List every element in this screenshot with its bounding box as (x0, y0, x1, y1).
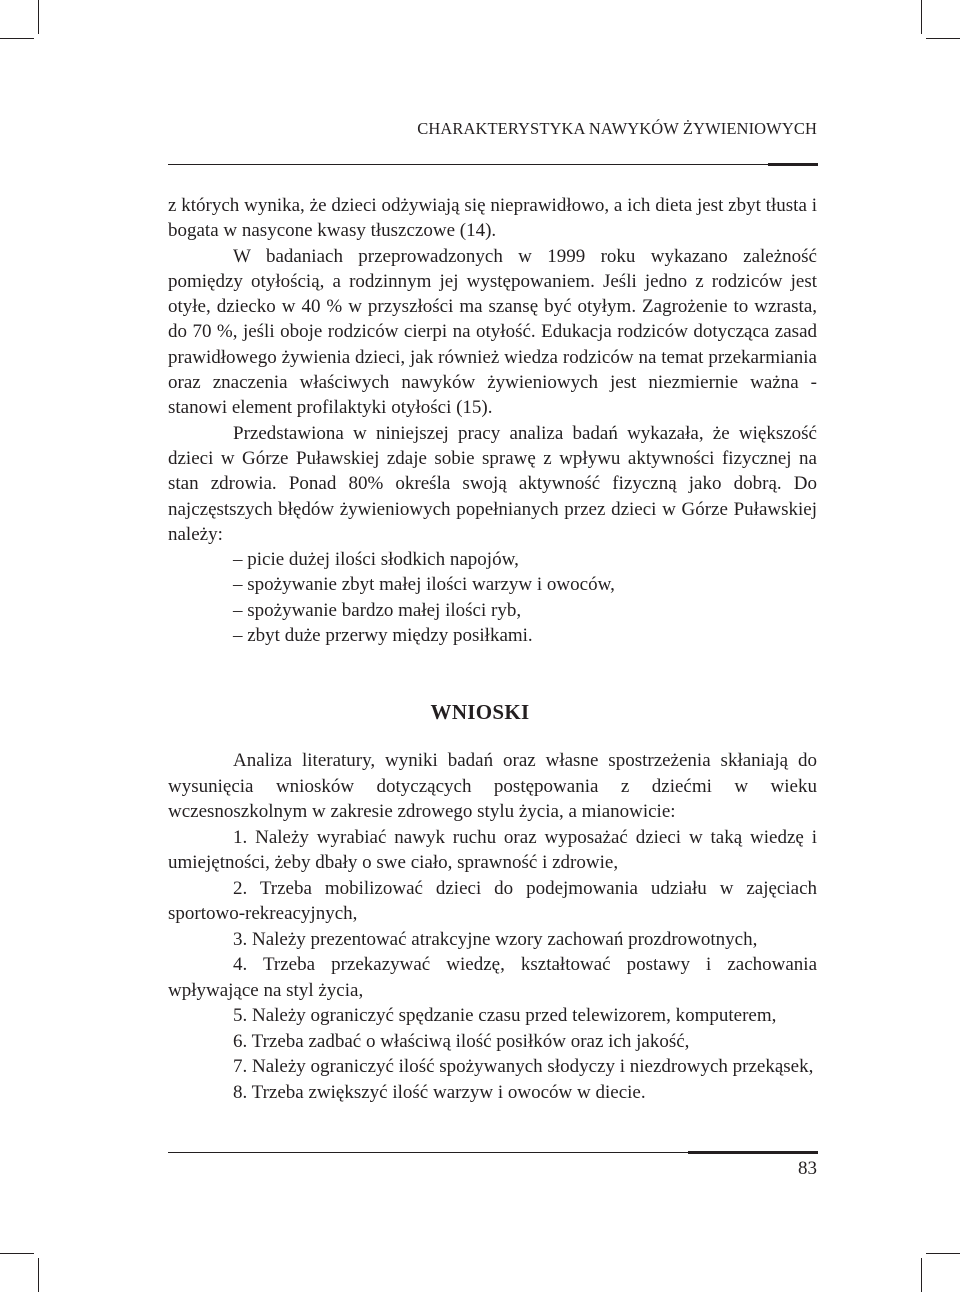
paragraph: Przedstawiona w niniejszej pracy analiza badań wykazała, że większość dzieci w Górze Puławskiej zdaje sobie sprawę z wpływu aktywności fizycznej na stan zdrowia. Ponad 80% określa swoją aktywność fizyczną jako dobrą. Do najczęstszych błędów żywieniowych popełnianych przez dzieci w Górze Puławskiej należy: (168, 422, 817, 545)
running-header: CHARAKTERYSTYKA NAWYKÓW ŻYWIENIOWYCH (417, 119, 817, 138)
conclusion-item: 3. Należy prezentować atrakcyjne wzory zachowań prozdrowotnych, (233, 928, 758, 950)
crop-mark (926, 1253, 960, 1254)
crop-mark (926, 38, 960, 39)
list-item: – spożywanie zbyt małej ilości warzyw i owoców, (233, 574, 615, 596)
section-title: WNIOSKI (430, 700, 530, 724)
header-rule-accent (768, 163, 818, 166)
paragraph: W badaniach przeprowadzonych w 1999 roku wykazano zależność pomiędzy otyłością, a rodzinnym jej występowaniem. Jeśli jedno z rodziców jest otyłe, dziecko w 40 % w przyszłości ma szansę być otyłym. Zagrożenie to wzrasta, do 70 %, jeśli oboje rodziców cierpi na otyłość. Edukacja rodziców dotycząca zasad prawidłowego żywienia dzieci, jak również wiedza rodziców na temat przekarmiania oraz znaczenia właściwych nawyków żywieniowych jest niezmiernie ważna - stanowi element profilaktyki otyłości (15). (168, 245, 817, 419)
crop-mark (38, 1258, 39, 1292)
list-item: – spożywanie bardzo małej ilości ryb, (233, 599, 522, 621)
list-item: – picie dużej ilości słodkich napojów, (233, 549, 519, 571)
list-item: – zbyt duże przerwy między posiłkami. (233, 625, 533, 647)
conclusion-item: 8. Trzeba zwiększyć ilość warzyw i owoców w diecie. (233, 1081, 646, 1103)
crop-mark (38, 0, 39, 34)
crop-mark (921, 1258, 922, 1292)
conclusion-item: 6. Trzeba zadbać o właściwą ilość posiłków oraz ich jakość, (233, 1030, 690, 1052)
paragraph: z których wynika, że dzieci odżywiają się nieprawidłowo, a ich dieta jest zbyt tłusta i bogata w nasycone kwasy tłuszczowe (14). (168, 195, 817, 242)
crop-mark (0, 1253, 34, 1254)
footer-rule-accent (688, 1151, 818, 1154)
conclusion-item: 1. Należy wyrabiać nawyk ruchu oraz wyposażać dzieci w taką wiedzę i umiejętności, żeby dbały o swe ciało, sprawność i zdrowie, (168, 826, 817, 873)
paragraph: Analiza literatury, wyniki badań oraz własne spostrzeżenia skłaniają do wysunięcia wniosków dotyczących postępowania z dziećmi w wieku wczesnoszkolnym w zakresie zdrowego stylu życia, a mianowicie: (168, 750, 817, 822)
page-number: 83 (798, 1158, 817, 1179)
conclusions-text (168, 748, 817, 1105)
crop-mark (0, 38, 34, 39)
main-text (168, 193, 817, 648)
crop-mark (921, 0, 922, 34)
conclusion-item: 7. Należy ograniczyć ilość spożywanych słodyczy i niezdrowych przekąsek, (233, 1056, 814, 1077)
footer-rule (168, 1152, 688, 1153)
conclusion-item: 5. Należy ograniczyć spędzanie czasu przed telewizorem, komputerem, (233, 1005, 777, 1026)
conclusion-item: 4. Trzeba przekazywać wiedzę, kształtować postawy i zachowania wpływające na styl życia, (168, 954, 817, 1001)
header-rule (168, 164, 768, 165)
conclusion-item: 2. Trzeba mobilizować dzieci do podejmowania udziału w zajęciach sportowo-rekreacyjnych, (168, 877, 817, 924)
